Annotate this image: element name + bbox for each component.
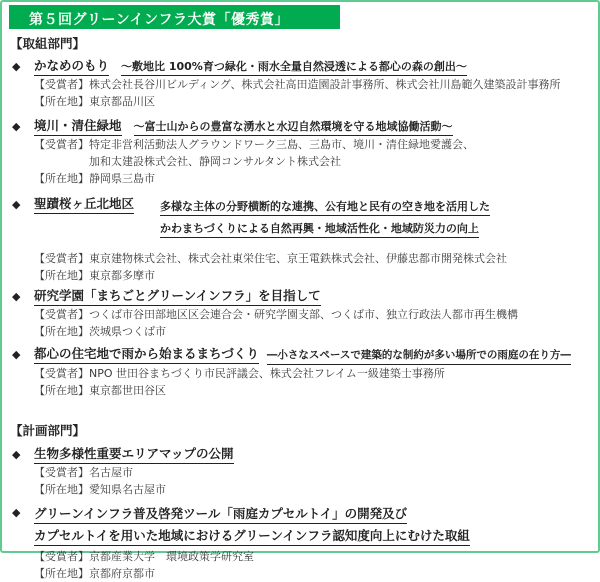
winner-names bbox=[89, 76, 560, 93]
winner-label: 【受賞者】 bbox=[34, 308, 89, 321]
award-entry bbox=[12, 446, 592, 498]
location-label: 【所在地】 bbox=[34, 172, 89, 185]
winner-label: 【受賞者】 bbox=[34, 138, 89, 151]
location-label: 【所在地】 bbox=[34, 325, 89, 338]
location-label: 【所在地】 bbox=[34, 384, 89, 397]
winner-row bbox=[34, 365, 592, 382]
winner-line: 京都産業大学 環境政策学研究室 bbox=[89, 550, 254, 563]
entry-title-lines bbox=[34, 504, 470, 548]
entry-description bbox=[160, 196, 490, 240]
winner-row bbox=[34, 250, 592, 267]
location-line: 東京都世田谷区 bbox=[89, 384, 166, 397]
location-value bbox=[89, 267, 155, 284]
description-line: かわまちづくりによる自然再興・地域活性化・地域防災力の向上 bbox=[160, 222, 479, 238]
diamond-bullet-icon: ◆ bbox=[12, 448, 21, 461]
award-entry bbox=[12, 58, 592, 110]
location-row bbox=[34, 481, 592, 498]
location-value bbox=[89, 565, 155, 582]
entry-title-row bbox=[12, 504, 592, 548]
location-line: 愛知県名古屋市 bbox=[89, 483, 166, 496]
location-value bbox=[89, 481, 166, 498]
section-heading-keikaku: 【計画部門】 bbox=[10, 423, 86, 438]
diamond-bullet-icon: ◆ bbox=[12, 60, 21, 73]
entry-title-row bbox=[12, 346, 592, 365]
location-line: 京都府京都市 bbox=[89, 567, 155, 580]
entry-subtitle: ～敷地比 100%育つ緑化・雨水全量自然浸透による都心の森の創出～ bbox=[121, 59, 467, 76]
location-label: 【所在地】 bbox=[34, 269, 89, 282]
award-title-banner bbox=[9, 5, 340, 29]
diamond-bullet-icon: ◆ bbox=[12, 120, 21, 133]
location-row bbox=[34, 323, 592, 340]
award-entry bbox=[12, 196, 592, 284]
winner-line: 東京建物株式会社、株式会社東栄住宅、京王電鉄株式会社、伊藤忠都市開発株式会社 bbox=[89, 252, 507, 265]
section-heading-torikumi: 【取組部門】 bbox=[10, 36, 86, 51]
location-value bbox=[89, 382, 166, 399]
winner-line: 特定非営利活動法人グラウンドワーク三島、三島市、境川・清住緑地愛護会、 bbox=[89, 138, 474, 151]
winner-label: 【受賞者】 bbox=[34, 367, 89, 380]
entry-title-row bbox=[12, 196, 592, 240]
winner-names bbox=[89, 306, 518, 323]
location-label: 【所在地】 bbox=[34, 483, 89, 496]
winner-label: 【受賞者】 bbox=[34, 252, 89, 265]
winner-label: 【受賞者】 bbox=[34, 78, 89, 91]
entry-title-row bbox=[12, 118, 592, 136]
winner-line: つくば市谷田部地区区会連合会・研究学園支部、つくば市、独立行政法人都市再生機構 bbox=[89, 308, 518, 321]
winner-label: 【受賞者】 bbox=[34, 466, 89, 479]
location-label: 【所在地】 bbox=[34, 567, 89, 580]
document-content bbox=[10, 32, 592, 582]
page-title: 第５回グリーンインフラ大賞「優秀賞」 bbox=[29, 12, 290, 28]
location-value bbox=[89, 323, 166, 340]
entry-title: 都心の住宅地で雨から始まるまちづくり bbox=[34, 346, 259, 364]
diamond-bullet-icon: ◆ bbox=[12, 348, 21, 361]
winner-row bbox=[34, 136, 592, 170]
entry-subtitle: ～富士山からの豊富な湧水と水辺自然環境を守る地域協働活動～ bbox=[134, 119, 453, 136]
winner-row bbox=[34, 306, 592, 323]
location-line: 茨城県つくば市 bbox=[89, 325, 166, 338]
entry-title: 聖蹟桜ヶ丘北地区 bbox=[34, 196, 134, 214]
winner-names bbox=[89, 250, 507, 267]
winner-names bbox=[89, 548, 254, 565]
location-row bbox=[34, 382, 592, 399]
winner-line: 名古屋市 bbox=[89, 466, 133, 479]
location-row bbox=[34, 565, 592, 582]
award-entry bbox=[12, 118, 592, 187]
winner-names bbox=[89, 365, 445, 382]
winner-row bbox=[34, 76, 592, 93]
entry-title: かなめのもり bbox=[34, 58, 109, 76]
winner-label: 【受賞者】 bbox=[34, 550, 89, 563]
location-line: 東京都品川区 bbox=[89, 95, 155, 108]
winner-names bbox=[89, 136, 474, 170]
winner-line: NPO 世田谷まちづくり市民評議会、株式会社フレイム一級建築士事務所 bbox=[89, 367, 445, 380]
diamond-bullet-icon: ◆ bbox=[12, 290, 21, 303]
winner-names bbox=[89, 464, 133, 481]
entry-subtitle: ―小さなスペースで建築的な制約が多い場所での雨庭の在り方― bbox=[267, 348, 571, 365]
location-row bbox=[34, 267, 592, 284]
award-entry bbox=[12, 288, 592, 340]
location-row bbox=[34, 93, 592, 110]
location-value bbox=[89, 170, 155, 187]
location-line: 静岡県三島市 bbox=[89, 172, 155, 185]
location-label: 【所在地】 bbox=[34, 95, 89, 108]
entry-title: 研究学園「まちごとグリーンインフラ」を目指して bbox=[34, 288, 321, 306]
award-entry bbox=[12, 504, 592, 582]
winner-line: 加和太建設株式会社、静岡コンサルタント株式会社 bbox=[89, 155, 342, 168]
entry-title: グリーンインフラ普及啓発ツール「雨庭カプセルトイ」の開発及び bbox=[34, 506, 407, 524]
location-line: 東京都多摩市 bbox=[89, 269, 155, 282]
winner-row bbox=[34, 548, 592, 565]
diamond-bullet-icon: ◆ bbox=[12, 506, 21, 519]
entry-title: 生物多様性重要エリアマップの公開 bbox=[34, 446, 234, 464]
entry-title-row bbox=[12, 446, 592, 464]
winner-line: 株式会社長谷川ビルディング、株式会社高田造園設計事務所、株式会社川島範久建築設計事務所 bbox=[89, 78, 561, 91]
entry-title: 境川・清住緑地 bbox=[34, 118, 122, 136]
location-value bbox=[89, 93, 155, 110]
award-entry bbox=[12, 346, 592, 399]
entry-title-row bbox=[12, 288, 592, 306]
entry-title-row bbox=[12, 58, 592, 76]
winner-row bbox=[34, 464, 592, 481]
diamond-bullet-icon: ◆ bbox=[12, 198, 21, 211]
description-line: 多様な主体の分野横断的な連携、公有地と民有の空き地を活用した bbox=[160, 200, 490, 216]
entry-title-line2: カプセルトイを用いた地域におけるグリーンインフラ認知度向上にむけた取組 bbox=[34, 528, 470, 546]
location-row bbox=[34, 170, 592, 187]
